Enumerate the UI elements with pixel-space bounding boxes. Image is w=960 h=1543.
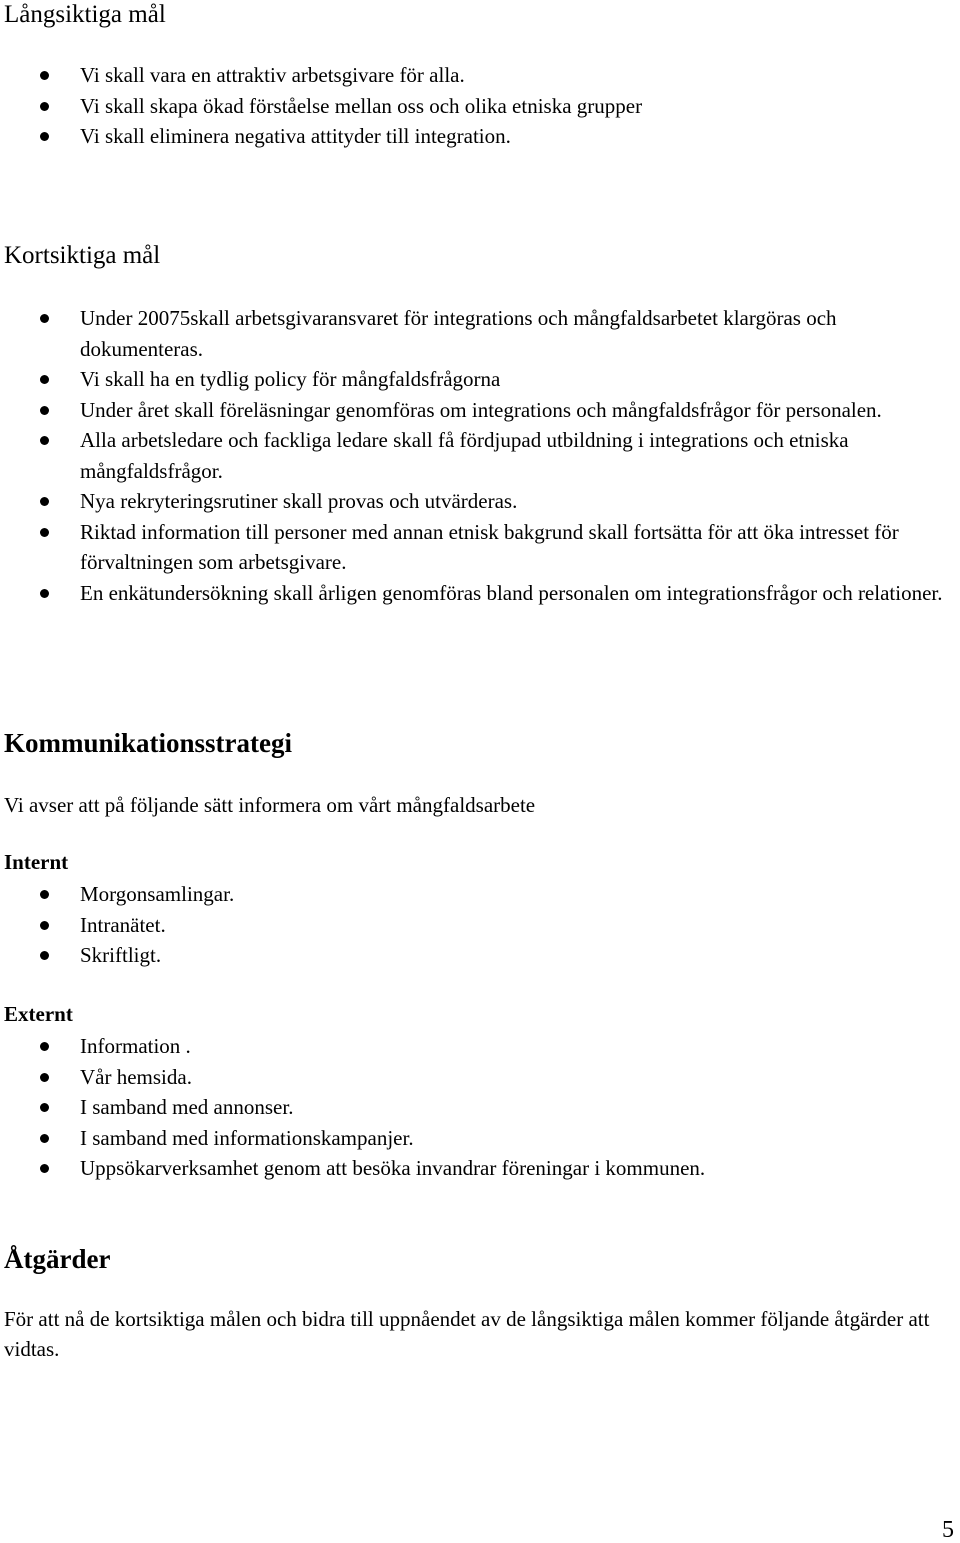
bullet-icon <box>40 951 49 960</box>
list-item: Vi skall ha en tydlig policy för mångfaldsfrågorna <box>0 364 950 395</box>
list-item: Information . <box>0 1031 950 1062</box>
list-item: Alla arbetsledare och fackliga ledare skall få fördjupad utbildning i integrations och etniska mångfaldsfrågor. <box>0 425 950 486</box>
bullet-icon <box>40 890 49 899</box>
list-item: I samband med informationskampanjer. <box>0 1123 950 1154</box>
bullet-icon <box>40 375 49 384</box>
list-item: Vår hemsida. <box>0 1062 950 1093</box>
page-number: 5 <box>942 1517 954 1543</box>
internal-heading: Internt <box>4 850 69 874</box>
bullet-icon <box>40 497 49 506</box>
bullet-icon <box>40 528 49 537</box>
bullet-icon <box>40 71 49 80</box>
bullet-icon <box>40 132 49 141</box>
external-heading: Externt <box>4 1002 73 1026</box>
external-list <box>0 1031 950 1184</box>
list-item: Riktad information till personer med annan etnisk bakgrund skall fortsätta för att öka intresset för förvaltningen som arbetsgivare. <box>0 517 950 578</box>
bullet-icon <box>40 1042 49 1051</box>
actions-text: För att nå de kortsiktiga målen och bidra till uppnåendet av de långsiktiga målen kommer följande åtgärder att vidtas. <box>4 1307 930 1361</box>
list-item: Morgonsamlingar. <box>0 879 950 910</box>
short-term-heading: Kortsiktiga mål <box>4 242 161 269</box>
actions-heading: Åtgärder <box>4 1244 111 1274</box>
list-item: Under 20075skall arbetsgivaransvaret för integrations och mångfaldsarbetet klargöras och dokumenteras. <box>0 303 950 364</box>
list-item: Vi skall skapa ökad förståelse mellan oss och olika etniska grupper <box>0 91 950 122</box>
bullet-icon <box>40 436 49 445</box>
list-item: Under året skall föreläsningar genomföras om integrations och mångfaldsfrågor för personalen. <box>0 395 950 426</box>
list-item: Nya rekryteringsrutiner skall provas och utvärderas. <box>0 486 950 517</box>
bullet-icon <box>40 589 49 598</box>
list-item: Vi skall vara en attraktiv arbetsgivare för alla. <box>0 60 950 91</box>
bullet-icon <box>40 921 49 930</box>
long-term-heading: Långsiktiga mål <box>4 1 166 28</box>
bullet-icon <box>40 314 49 323</box>
short-term-list <box>0 303 950 608</box>
list-item: Vi skall eliminera negativa attityder till integration. <box>0 121 950 152</box>
list-item: I samband med annonser. <box>0 1092 950 1123</box>
bullet-icon <box>40 406 49 415</box>
list-item: Intranätet. <box>0 910 950 941</box>
bullet-icon <box>40 1164 49 1173</box>
list-item: Uppsökarverksamhet genom att besöka invandrar föreningar i kommunen. <box>0 1153 950 1184</box>
bullet-icon <box>40 1073 49 1082</box>
communication-heading: Kommunikationsstrategi <box>4 728 293 758</box>
bullet-icon <box>40 1103 49 1112</box>
internal-list <box>0 879 950 971</box>
bullet-icon <box>40 1134 49 1143</box>
list-item: En enkätundersökning skall årligen genomföras bland personalen om integrationsfrågor och relationer. <box>0 578 950 609</box>
communication-intro: Vi avser att på följande sätt informera om vårt mångfaldsarbete <box>4 793 536 817</box>
bullet-icon <box>40 102 49 111</box>
long-term-list <box>0 60 950 152</box>
list-item: Skriftligt. <box>0 940 950 971</box>
